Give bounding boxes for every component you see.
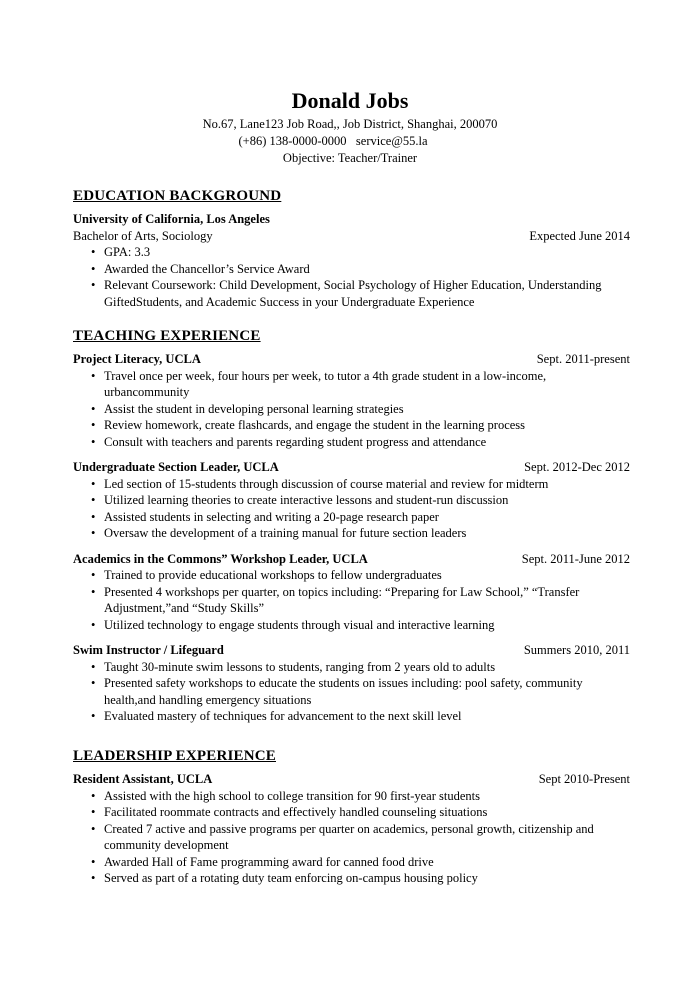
list-item: • Facilitated roommate contracts and effectively handled counseling situations — [91, 804, 630, 821]
role-title: Swim Instructor / Lifeguard — [73, 643, 224, 657]
role-title: Resident Assistant, UCLA — [73, 772, 213, 786]
list-item: • Created 7 active and passive programs per quarter on academics, personal growth, citizenship and community development — [91, 821, 630, 854]
list-item: • Assisted students in selecting and writing a 20-page research paper — [91, 509, 630, 526]
leadership-section — [73, 746, 630, 896]
list-item: • Led section of 15-students through discussion of course material and review for midterm — [91, 476, 630, 493]
list-item: • Review homework, create flashcards, and engage the student in the learning process — [91, 417, 630, 434]
teaching-entry — [73, 551, 630, 634]
list-item: • Evaluated mastery of techniques for advancement to the next skill level — [91, 708, 630, 725]
school-name: University of California, Los Angeles — [73, 212, 270, 226]
section-title-education: EDUCATION BACKGROUND — [73, 188, 282, 204]
list-item: • Assist the student in developing personal learning strategies — [91, 401, 630, 418]
entry-bullets — [73, 659, 630, 725]
list-item: • Oversaw the development of a training manual for future section leaders — [91, 525, 630, 542]
entry-bullets — [73, 476, 630, 542]
education-bullets — [73, 244, 630, 310]
education-entry — [73, 211, 630, 310]
candidate-name: Donald Jobs — [291, 88, 409, 113]
resume-header — [0, 86, 700, 167]
list-item: • Utilized learning theories to create interactive lessons and student-run discussion — [91, 492, 630, 509]
list-item: • Presented safety workshops to educate the students on issues including: pool safety, community health,and handling emergency situations — [91, 675, 630, 708]
list-item: • Trained to provide educational workshops to fellow undergraduates — [91, 567, 630, 584]
role-title: Academics in the Commons” Workshop Leader, UCLA — [73, 551, 368, 566]
teaching-entry — [73, 351, 630, 450]
list-item: • Awarded Hall of Fame programming award for canned food drive — [91, 854, 630, 871]
list-item: • GPA: 3.3 — [91, 244, 630, 261]
section-title-leadership: LEADERSHIP EXPERIENCE — [73, 748, 276, 764]
entry-bullets — [73, 567, 630, 633]
list-item: • Awarded the Chancellor’s Service Award — [91, 261, 630, 278]
list-item: • Assisted with the high school to college transition for 90 first-year students — [91, 788, 630, 805]
list-item: • Travel once per week, four hours per week, to tutor a 4th grade student in a low-income, urbancommunity — [91, 368, 630, 401]
education-date: Expected June 2014 — [529, 228, 630, 243]
role-date: Sept. 2011-June 2012 — [521, 551, 630, 566]
list-item: • Utilized technology to engage students through visual and interactive learning — [91, 617, 630, 634]
address: No.67, Lane123 Job Road,, Job District, Shanghai, 200070 — [202, 117, 498, 131]
entry-bullets — [73, 368, 630, 451]
leadership-entry — [73, 771, 630, 887]
section-title-teaching: TEACHING EXPERIENCE — [73, 328, 261, 344]
teaching-entry — [73, 642, 630, 725]
role-date: Sept. 2012-Dec 2012 — [524, 460, 630, 474]
objective: Objective: Teacher/Trainer — [282, 151, 418, 165]
entry-bullets — [73, 788, 630, 887]
role-title: Project Literacy, UCLA — [73, 352, 201, 366]
role-title: Undergraduate Section Leader, UCLA — [73, 460, 279, 474]
list-item: • Consult with teachers and parents regarding student progress and attendance — [91, 434, 630, 451]
phone-email: (+86) 138-0000-0000 service@55.la — [238, 134, 428, 148]
role-date: Sept 2010-Present — [538, 772, 630, 786]
role-date: Sept. 2011-present — [536, 352, 630, 366]
list-item: • Relevant Coursework: Child Development, Social Psychology of Higher Education, Understanding GiftedStudents, and Academic Success in your Undergraduate Experience — [91, 277, 630, 310]
list-item: • Served as part of a rotating duty team enforcing on-campus housing policy — [91, 870, 630, 887]
education-section — [73, 186, 630, 319]
role-date: Summers 2010, 2011 — [523, 643, 630, 657]
degree: Bachelor of Arts, Sociology — [73, 228, 213, 243]
list-item: • Presented 4 workshops per quarter, on topics including: “Preparing for Law School,” “Transfer Adjustment,”and “Study Skills” — [91, 584, 630, 617]
list-item: • Taught 30-minute swim lessons to students, ranging from 2 years old to adults — [91, 659, 630, 676]
teaching-entry — [73, 459, 630, 542]
teaching-section — [73, 326, 630, 734]
